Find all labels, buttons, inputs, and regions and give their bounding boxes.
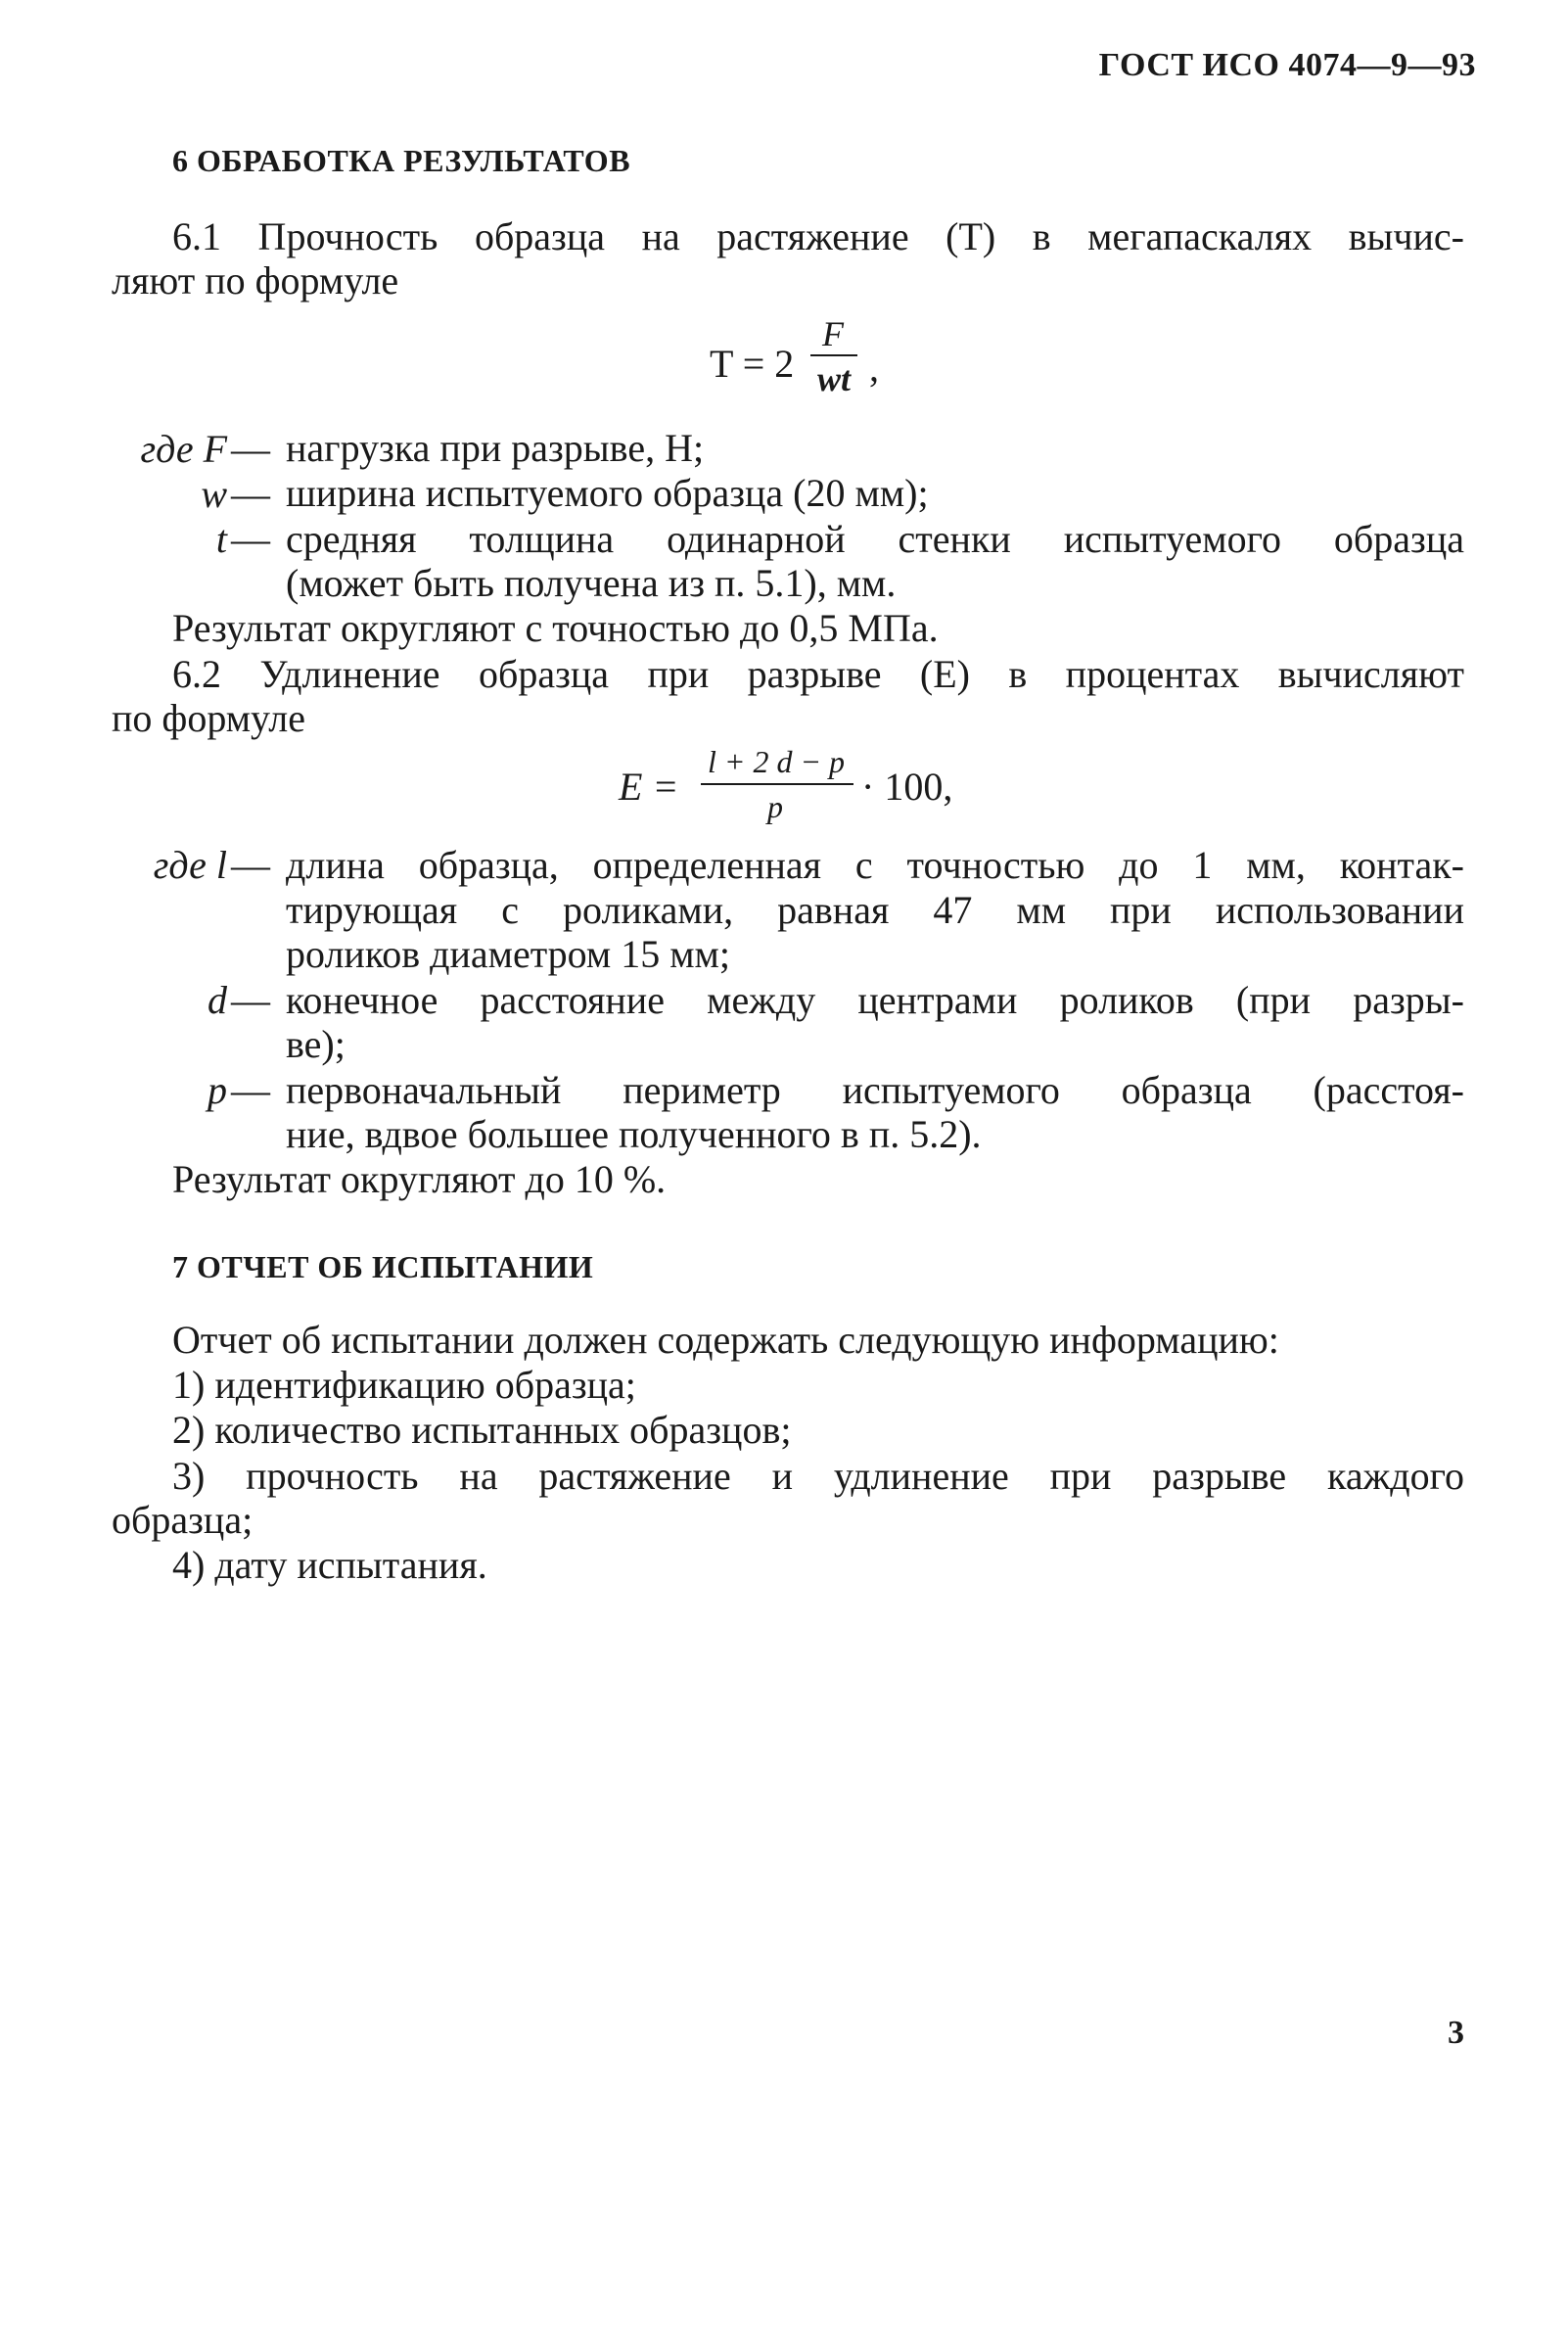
where2-d-line2: ве); <box>286 1022 346 1066</box>
where2-l-line2 <box>286 887 1464 933</box>
where1-dash-3: — <box>231 517 270 561</box>
section7-item-1: 1) идентификацию образца; <box>172 1363 636 1407</box>
where2-p-line1-text: первоначальный периметр испытуемого образца (расстоя- <box>286 1068 1464 1112</box>
section7-item-3-cont: образца; <box>112 1498 254 1542</box>
round2: Результат округляют до 10 %. <box>172 1157 667 1201</box>
where2-l-line1-text: длина образца, определенная с точностью до 1 мм, контак- <box>286 843 1464 887</box>
document-header: ГОСТ ИСО 4074—9—93 <box>1098 47 1476 83</box>
p62-line2: по формуле <box>112 696 305 740</box>
section7-intro: Отчет об испытании должен содержать следующую информацию: <box>172 1318 1279 1362</box>
where2-dash-1: — <box>231 843 270 887</box>
where2-p-line1 <box>286 1067 1464 1113</box>
where1-cont: (может быть получена из п. 5.1), мм. <box>286 561 897 605</box>
formula1-denominator: wt <box>816 359 851 398</box>
formula1-lhs: T = 2 <box>710 342 795 386</box>
formula1-fraction-line <box>810 354 857 356</box>
where1-dash-2: — <box>231 472 270 516</box>
section7-item-2: 2) количество испытанных образцов; <box>172 1408 792 1452</box>
where2-p-line2: ние, вдвое большее полученного в п. 5.2). <box>286 1112 982 1156</box>
p61-line2: ляют по формуле <box>112 258 399 302</box>
where1-dash-1: — <box>231 427 270 471</box>
where1-text-w: ширина испытуемого образца (20 мм); <box>286 471 929 515</box>
formula2-numerator: l + 2 d − p <box>707 744 846 779</box>
section7-item-4: 4) дату испытания. <box>172 1543 487 1587</box>
p61-line1-text: 6.1 Прочность образца на растяжение (T) в мегапаскалях вычис- <box>172 214 1464 258</box>
formula2-fraction-line <box>701 783 853 785</box>
p61-line1 <box>172 213 1464 259</box>
section7-item-3 <box>172 1453 1464 1499</box>
where2-l-line1 <box>286 842 1464 888</box>
where1-text-F: нагрузка при разрыве, Н; <box>286 426 705 470</box>
section7-item-3-text: 3) прочность на растяжение и удлинение при разрыве каждого <box>172 1454 1464 1498</box>
where1-var-F: где F <box>140 427 227 471</box>
formula2-denominator: p <box>767 789 783 824</box>
formula1-numerator: F <box>822 314 844 353</box>
formula2-tail: · 100, <box>861 765 953 809</box>
where2-var-l: где l <box>153 843 227 887</box>
page-number: 3 <box>1448 2015 1464 2051</box>
section-6-title: 6 ОБРАБОТКА РЕЗУЛЬТАТОВ <box>172 143 631 178</box>
where2-l-line2-text: тирующая с роликами, равная 47 мм при использовании <box>286 888 1464 932</box>
where2-d-line1 <box>286 977 1464 1023</box>
formula2-lhs: E = <box>619 765 679 809</box>
where2-var-p: p <box>208 1068 227 1112</box>
p62-line1-text: 6.2 Удлинение образца при разрыве (E) в процентах вычисляют <box>172 652 1464 696</box>
where2-var-d: d <box>208 978 227 1022</box>
where2-dash-3: — <box>231 1068 270 1112</box>
where2-dash-2: — <box>231 978 270 1022</box>
where2-l-line3: роликов диаметром 15 мм; <box>286 932 730 976</box>
where1-text-t <box>286 516 1464 562</box>
where1-var-w: w <box>201 472 227 516</box>
where1-text-t-span: средняя толщина одинарной стенки испытуемого образца <box>286 517 1464 561</box>
p62-line1 <box>172 651 1464 697</box>
round1: Результат округляют с точностью до 0,5 МПа. <box>172 606 939 650</box>
section-7-title: 7 ОТЧЕТ ОБ ИСПЫТАНИИ <box>172 1249 594 1284</box>
where1-var-t: t <box>215 517 227 561</box>
formula1-tail: , <box>869 346 879 390</box>
where2-d-line1-text: конечное расстояние между центрами роликов (при разры- <box>286 978 1464 1022</box>
